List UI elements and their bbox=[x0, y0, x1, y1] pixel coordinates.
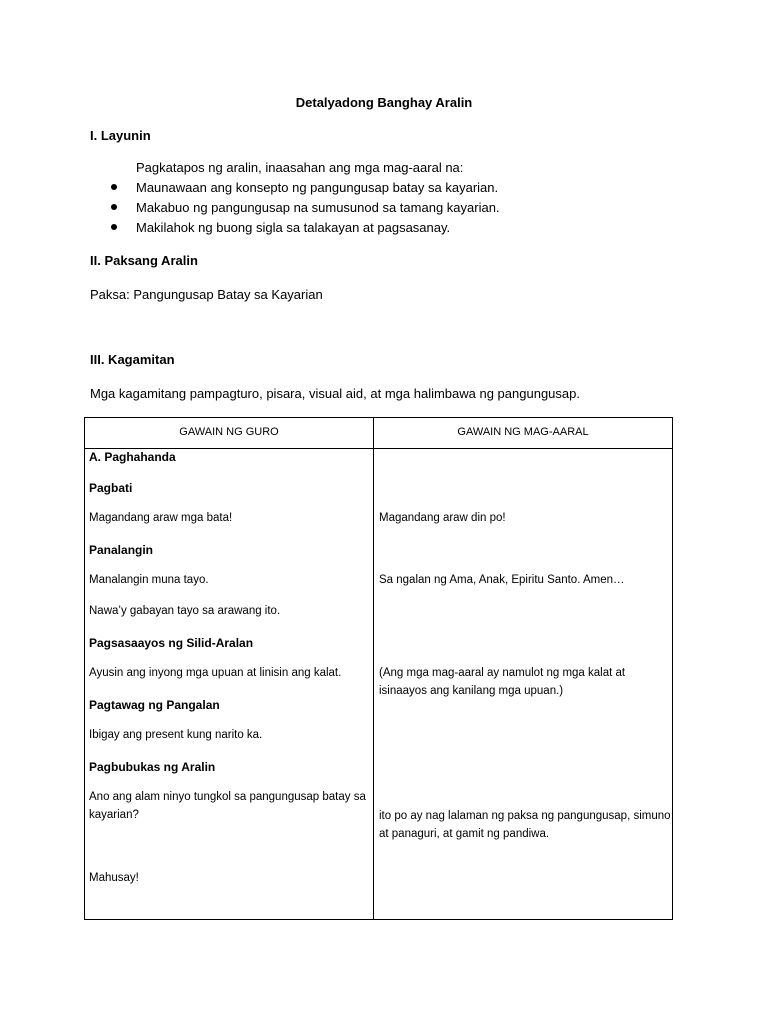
bullet-icon bbox=[111, 204, 117, 210]
pagbati-label: Pagbati bbox=[89, 481, 133, 495]
pagtawag-line: Ibigay ang present kung narito ka. bbox=[89, 729, 263, 741]
layunin-bullet-2: Makabuo ng pangungusap na sumusunod sa tamang kayarian. bbox=[136, 200, 500, 215]
panalangin-line-2: Nawa’y gabayan tayo sa arawang ito. bbox=[89, 605, 281, 617]
page-title: Detalyadong Banghay Aralin bbox=[295, 95, 473, 110]
pagbubukas-reply-2: at panaguri, at gamit ng pandiwa. bbox=[379, 828, 550, 840]
pagbubukas-label: Pagbubukas ng Aralin bbox=[89, 760, 216, 774]
table-column-divider bbox=[373, 418, 374, 919]
layunin-bullet-1: Maunawaan ang konsepto ng pangungusap batay sa kayarian. bbox=[136, 180, 499, 195]
panalangin-reply: Sa ngalan ng Ama, Anak, Epiritu Santo. Amen… bbox=[379, 574, 625, 586]
paghahanda-label: A. Paghahanda bbox=[89, 450, 176, 464]
pagbubukas-line-2: kayarian? bbox=[89, 809, 139, 821]
pagsasaayos-line: Ayusin ang inyong mga upuan at linisin ang kalat. bbox=[89, 667, 342, 679]
table-header-divider bbox=[85, 448, 672, 449]
header-gawain-ng-guro: GAWAIN NG GURO bbox=[179, 426, 279, 438]
bullet-icon bbox=[111, 224, 117, 230]
pagtawag-label: Pagtawag ng Pangalan bbox=[89, 698, 220, 712]
pagbubukas-reply-1: ito po ay nag lalaman ng paksa ng pangungusap, simuno bbox=[379, 810, 671, 822]
pagsasaayos-reply-1: (Ang mga mag-aaral ay namulot ng mga kalat at bbox=[379, 667, 626, 679]
heading-paksang-aralin: II. Paksang Aralin bbox=[90, 253, 198, 268]
pagbubukas-line-1: Ano ang alam ninyo tungkol sa pangungusap batay sa bbox=[89, 791, 366, 803]
pagbati-reply: Magandang araw din po! bbox=[379, 512, 506, 524]
pagbati-line: Magandang araw mga bata! bbox=[89, 512, 233, 524]
panalangin-label: Panalangin bbox=[89, 543, 154, 557]
lesson-table bbox=[84, 417, 673, 920]
mahusay-line: Mahusay! bbox=[89, 872, 139, 884]
heading-kagamitan: III. Kagamitan bbox=[90, 352, 175, 367]
panalangin-line-1: Manalangin muna tayo. bbox=[89, 574, 209, 586]
pagsasaayos-label: Pagsasaayos ng Silid-Aralan bbox=[89, 636, 254, 650]
header-gawain-ng-mag-aaral: GAWAIN NG MAG-AARAL bbox=[457, 426, 589, 438]
layunin-intro: Pagkatapos ng aralin, inaasahan ang mga mag-aaral na: bbox=[136, 160, 464, 175]
layunin-bullet-3: Makilahok ng buong sigla sa talakayan at pagsasanay. bbox=[136, 220, 451, 235]
paksa-text: Paksa: Pangungusap Batay sa Kayarian bbox=[90, 287, 323, 302]
heading-layunin: I. Layunin bbox=[90, 128, 151, 143]
pagsasaayos-reply-2: isinaayos ang kanilang mga upuan.) bbox=[379, 685, 564, 697]
bullet-icon bbox=[111, 184, 117, 190]
kagamitan-text: Mga kagamitang pampagturo, pisara, visual aid, at mga halimbawa ng pangungusap. bbox=[90, 386, 580, 401]
